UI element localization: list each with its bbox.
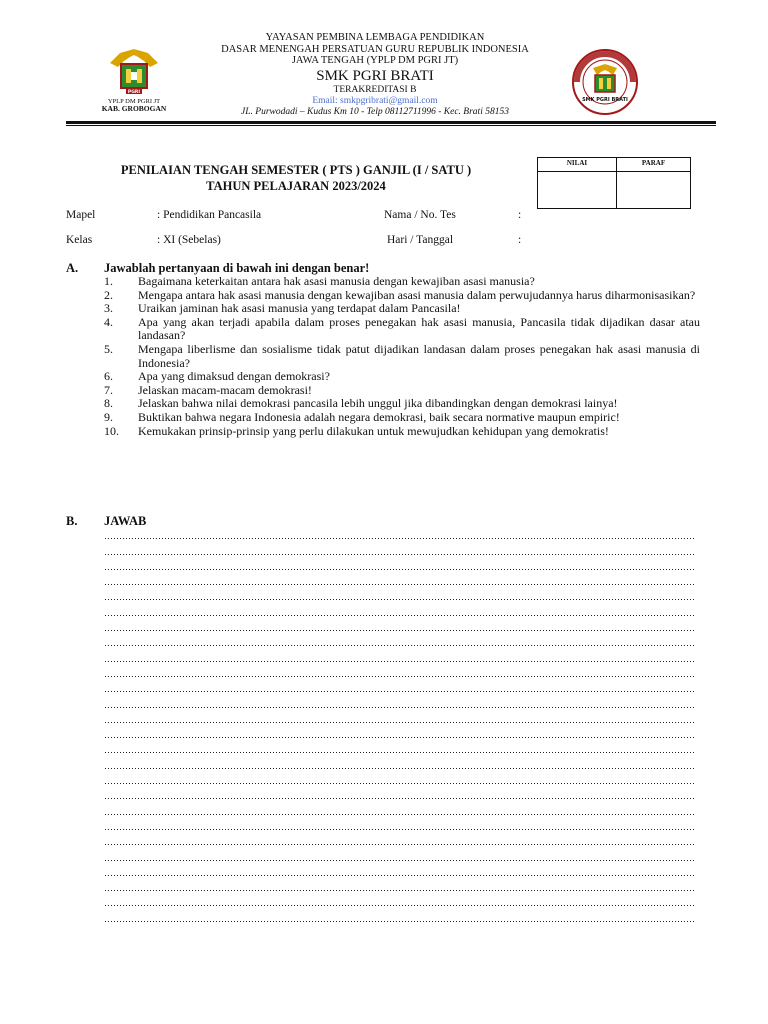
section-b-marker: B. <box>66 514 78 528</box>
section-b-title: JAWAB <box>104 514 147 528</box>
question-text: Mengapa liberlisme dan sosialisme tidak patut dijadikan landasan dalam proses penegakan hak asasi manusia di Indonesia? <box>138 341 700 370</box>
school-name: SMK PGRI BRATI <box>316 67 434 84</box>
left-logo-caption-line-2: KAB. GROBOGAN <box>101 104 167 114</box>
answer-line <box>104 742 696 757</box>
left-logo-caption-line-1: YPLP DM PGRI JT <box>107 98 161 105</box>
answer-line <box>104 650 696 665</box>
question-text: Buktikan bahwa negara Indonesia adalah negara demokrasi, baik secara normative maupun empiric! <box>138 409 620 424</box>
question-text: Apa yang dimaksud dengan demokrasi? <box>138 369 330 384</box>
exam-title <box>66 162 526 194</box>
score-table-divider <box>616 158 617 208</box>
score-header-paraf: PARAF <box>617 158 690 172</box>
header-divider <box>66 121 716 124</box>
score-table <box>537 157 691 209</box>
question-item <box>104 384 700 398</box>
question-item <box>104 316 700 343</box>
question-text: Bagaimana keterkaitan antara hak asasi manusia dengan kewajiban asasi manusia? <box>138 274 535 288</box>
question-item <box>104 397 700 411</box>
school-email: Email: smkpgribrati@gmail.com <box>312 95 438 106</box>
answer-line <box>104 803 696 818</box>
right-logo-text: SMK PGRI BRATI <box>582 97 628 103</box>
answer-line <box>104 727 696 742</box>
score-header-nilai: NILAI <box>538 158 616 172</box>
answer-line <box>104 773 696 788</box>
question-item <box>104 425 700 439</box>
answer-line <box>104 880 696 895</box>
question-item <box>104 411 700 425</box>
smk-pgri-brati-logo <box>571 48 639 116</box>
answer-line <box>104 589 696 604</box>
section-a-marker: A. <box>66 261 79 275</box>
question-number: 7. <box>104 382 113 397</box>
question-number: 1. <box>104 274 113 288</box>
question-item <box>104 370 700 384</box>
answer-line <box>104 559 696 574</box>
answer-line <box>104 528 696 543</box>
section-a-title: Jawablah pertanyaan di bawah ini dengan benar! <box>104 261 370 275</box>
question-number: 10. <box>104 423 119 438</box>
letterhead-line-1: YAYASAN PEMBINA LEMBAGA PENDIDIKAN <box>265 32 485 43</box>
letterhead <box>150 33 600 119</box>
answer-line <box>104 757 696 772</box>
answer-line <box>104 666 696 681</box>
question-number: 5. <box>104 341 113 356</box>
header-divider-thin <box>66 125 716 126</box>
answer-line <box>104 620 696 635</box>
answer-line <box>104 604 696 619</box>
answer-line <box>104 635 696 650</box>
question-text: Apa yang akan terjadi apabila dalam proses penegakan hak asasi manusia, Pancasila tidak dijadikan dasar atau landasan? <box>138 314 700 343</box>
answer-line <box>104 910 696 925</box>
answer-line <box>104 834 696 849</box>
letterhead-line-2: DASAR MENENGAH PERSATUAN GURU REPUBLIK INDONESIA <box>221 43 529 55</box>
answer-line <box>104 788 696 803</box>
question-text: Uraikan jaminan hak asasi manusia yang terdapat dalam Pancasila! <box>138 301 461 316</box>
answer-line <box>104 849 696 864</box>
question-text: Mengapa antara hak asasi manusia dengan kewajiban asasi manusia dalam perwujudannya harus diharmonisasikan? <box>138 287 696 302</box>
answer-line <box>104 819 696 834</box>
answer-line <box>104 712 696 727</box>
exam-title-line-1: PENILAIAN TENGAH SEMESTER ( PTS ) GANJIL (I / SATU ) <box>120 163 472 177</box>
question-list <box>104 275 700 438</box>
question-item <box>104 343 700 370</box>
answer-line <box>104 681 696 696</box>
question-number: 9. <box>104 409 113 424</box>
school-address: JL. Purwodadi – Kudus Km 10 - Telp 08112711996 - Kec. Brati 58153 <box>241 106 509 117</box>
letterhead-line-3: JAWA TENGAH (YPLP DM PGRI JT) <box>291 55 459 66</box>
kelas-label: Kelas <box>66 234 93 246</box>
question-number: 6. <box>104 369 113 384</box>
question-number: 2. <box>104 287 113 302</box>
hari-colon: : <box>518 234 522 246</box>
question-number: 3. <box>104 301 113 316</box>
question-item <box>104 275 700 289</box>
question-text: Jelaskan bahwa nilai demokrasi pancasila lebih unggul jika dibandingkan dengan demokrasi lainya! <box>138 396 618 411</box>
kelas-value: : XI (Sebelas) <box>157 234 221 246</box>
hari-label: Hari / Tanggal <box>387 234 454 246</box>
question-text: Kemukakan prinsip-prinsip yang perlu dilakukan untuk mewujudkan kehidupan yang demokratis! <box>138 423 609 438</box>
question-item <box>104 302 700 316</box>
answer-line <box>104 865 696 880</box>
question-text: Jelaskan macam-macam demokrasi! <box>138 382 312 397</box>
exam-title-line-2: TAHUN PELAJARAN 2023/2024 <box>206 179 386 193</box>
accreditation: TERAKREDITASI B <box>333 84 417 95</box>
question-item <box>104 289 700 303</box>
answer-line <box>104 543 696 558</box>
answer-line <box>104 696 696 711</box>
nama-colon: : <box>518 209 522 221</box>
question-number: 8. <box>104 396 113 411</box>
nama-label: Nama / No. Tes <box>384 209 456 221</box>
mapel-label: Mapel <box>66 209 96 221</box>
mapel-value: : Pendidikan Pancasila <box>157 209 262 221</box>
pgri-badge-text: PGRI <box>127 90 141 95</box>
answer-line <box>104 574 696 589</box>
question-number: 4. <box>104 314 113 329</box>
answer-line <box>104 895 696 910</box>
answer-area <box>104 528 696 926</box>
